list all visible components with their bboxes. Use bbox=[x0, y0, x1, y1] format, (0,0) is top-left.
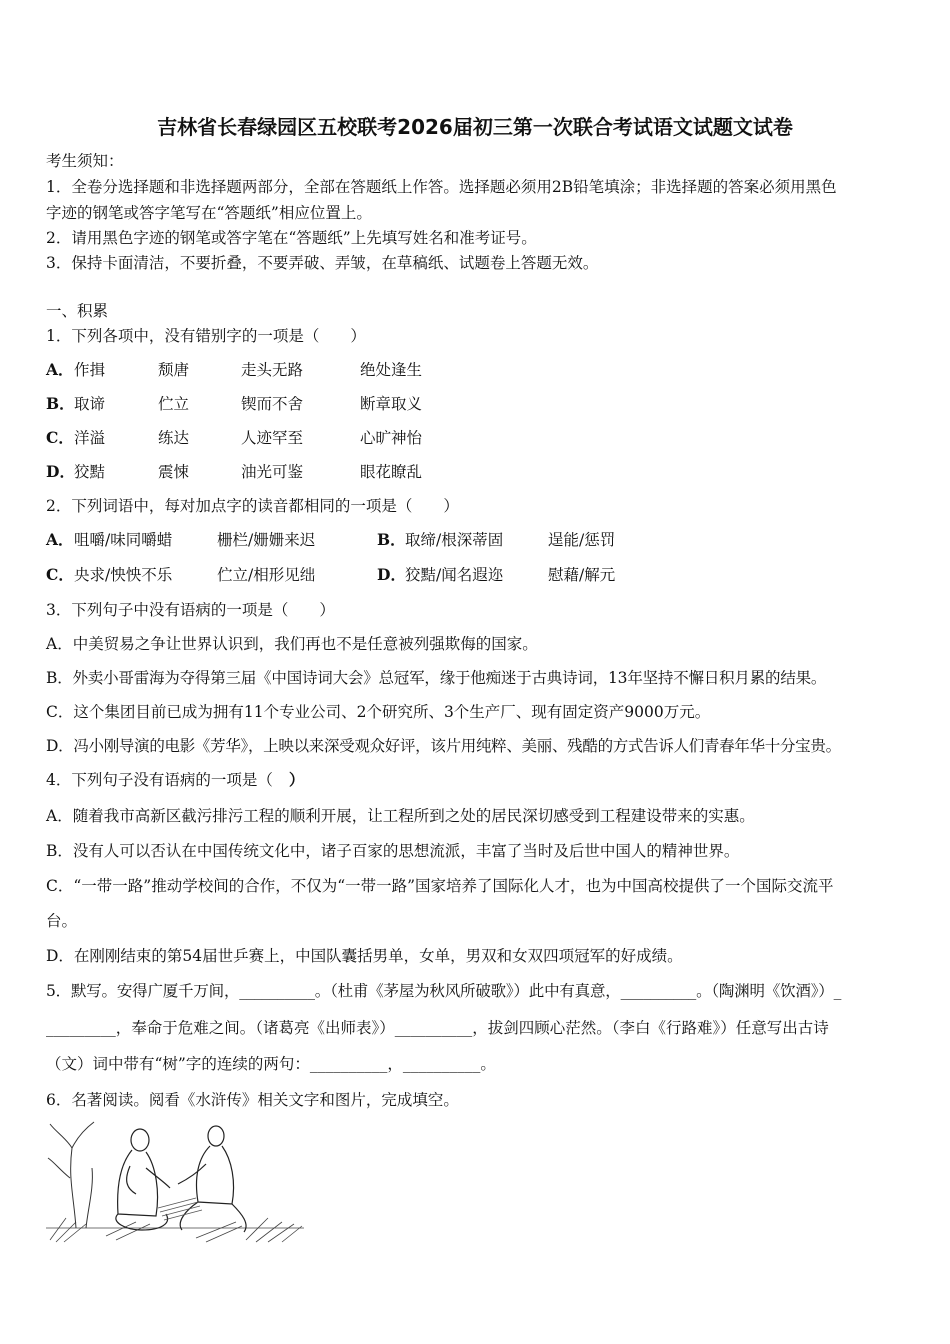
question-3-option-c: C．这个集团目前已成为拥有11个专业公司、2个研究所、3个生产厂、现有固定资产9000万元。 bbox=[46, 703, 711, 721]
option-word: 狡黠/闻名遐迩 bbox=[405, 566, 504, 584]
question-2-stem: 2．下列词语中，每对加点字的读音都相同的一项是（ ） bbox=[46, 497, 459, 515]
option-word: 人迹罕至 bbox=[241, 429, 304, 447]
option-word: 作揖 bbox=[74, 361, 106, 379]
question-4-option-a: A．随着我市高新区截污排污工程的顺利开展，让工程所到之处的居民深切感受到工程建设带来的实惠。 bbox=[46, 807, 755, 825]
option-label: B． bbox=[377, 530, 406, 549]
water-margin-illustration bbox=[46, 1118, 304, 1244]
page-title: 吉林省长春绿园区五校联考2026届初三第一次联合考试语文试题文试卷 bbox=[157, 115, 793, 139]
option-word: 走头无路 bbox=[241, 361, 304, 379]
option-word: 栅栏/姗姗来迟 bbox=[217, 531, 316, 549]
question-4-option-c-cont: 台。 bbox=[46, 912, 78, 930]
option-word: 震悚 bbox=[158, 463, 190, 481]
question-3-option-a: A．中美贸易之争让世界认识到，我们再也不是任意被列强欺侮的国家。 bbox=[46, 635, 538, 653]
option-label: C． bbox=[46, 565, 74, 584]
option-word: 取谛 bbox=[74, 395, 106, 413]
question-4-stem-end: ） bbox=[288, 770, 305, 789]
notice-item: 字迹的钢笔或答字笔写在“答题纸”相应位置上。 bbox=[46, 204, 372, 222]
option-word: 心旷神怡 bbox=[360, 429, 423, 447]
question-3-stem: 3．下列句子中没有语病的一项是（ ） bbox=[46, 601, 335, 619]
option-word: 取缔/根深蒂固 bbox=[405, 531, 504, 549]
option-label: A． bbox=[46, 530, 74, 549]
option-word: 眼花瞭乱 bbox=[360, 463, 423, 481]
option-word: 洋溢 bbox=[74, 429, 106, 447]
question-4-option-c: C．“一带一路”推动学校间的合作，不仅为“一带一路”国家培养了国际化人才，也为中国高校提供了一个国际交流平 bbox=[46, 877, 834, 895]
option-word: 绝处逢生 bbox=[360, 361, 423, 379]
notice-item: 2．请用黑色字迹的钢笔或答字笔在“答题纸”上先填写姓名和准考证号。 bbox=[46, 229, 537, 247]
option-word: 慰藉/解元 bbox=[548, 566, 616, 584]
notice-item: 1．全卷分选择题和非选择题两部分，全部在答题纸上作答。选择题必须用2B铅笔填涂；非选择题的答案必须用黑色 bbox=[46, 178, 837, 196]
question-5-line: 5．默写。安得广厦千万间，__________。（杜甫《茅屋为秋风所破歌》）此中有真意，__________。（陶渊明《饮酒》）_ bbox=[46, 982, 842, 1000]
option-label: B． bbox=[46, 394, 75, 413]
question-6-stem: 6．名著阅读。阅看《水浒传》相关文字和图片，完成填空。 bbox=[46, 1091, 459, 1109]
notice-heading: 考生须知： bbox=[46, 152, 124, 170]
option-word: 断章取义 bbox=[360, 395, 423, 413]
question-5-line: _________，奉命于危难之间。（诸葛亮《出师表》）__________，拔剑四顾心茫然。（李白《行路难》）任意写出古诗 bbox=[46, 1019, 829, 1037]
option-word: 颓唐 bbox=[158, 361, 190, 379]
option-label: A． bbox=[46, 360, 74, 379]
question-5-line: （文）词中带有“树”字的连续的两句：__________，__________。 bbox=[46, 1055, 496, 1073]
option-word: 伫立 bbox=[158, 395, 190, 413]
option-word: 油光可鉴 bbox=[241, 463, 304, 481]
section-heading: 一、积累 bbox=[46, 302, 109, 320]
question-1-stem: 1．下列各项中，没有错别字的一项是（ ） bbox=[46, 327, 366, 345]
option-word: 咀嚼/味同嚼蜡 bbox=[74, 531, 173, 549]
option-word: 央求/怏怏不乐 bbox=[74, 566, 173, 584]
question-3-option-b: B．外卖小哥雷海为夺得第三届《中国诗词大会》总冠军，缘于他痴迷于古典诗词，13年坚持不懈日积月累的结果。 bbox=[46, 669, 827, 687]
question-3-option-d: D．冯小刚导演的电影《芳华》，上映以来深受观众好评，该片用纯粹、美丽、残酷的方式告诉人们青春年华十分宝贵。 bbox=[46, 737, 841, 755]
question-4-stem bbox=[46, 770, 304, 790]
option-word: 逞能/惩罚 bbox=[548, 531, 616, 549]
option-word: 狡黠 bbox=[74, 463, 106, 481]
option-label: D． bbox=[377, 565, 406, 584]
option-word: 伫立/相形见绌 bbox=[217, 566, 316, 584]
notice-item: 3．保持卡面清洁，不要折叠，不要弄破、弄皱，在草稿纸、试题卷上答题无效。 bbox=[46, 254, 599, 272]
option-word: 锲而不舍 bbox=[241, 395, 304, 413]
option-label: C． bbox=[46, 428, 74, 447]
question-4-option-b: B．没有人可以否认在中国传统文化中，诸子百家的思想流派，丰富了当时及后世中国人的精神世界。 bbox=[46, 842, 740, 860]
question-4-option-d: D．在刚刚结束的第54届世乒赛上，中国队囊括男单，女单，男双和女双四项冠军的好成绩。 bbox=[46, 947, 683, 965]
question-4-stem-text: 4．下列句子没有语病的一项是（ bbox=[46, 771, 273, 789]
option-word: 练达 bbox=[158, 429, 190, 447]
option-label: D． bbox=[46, 462, 75, 481]
